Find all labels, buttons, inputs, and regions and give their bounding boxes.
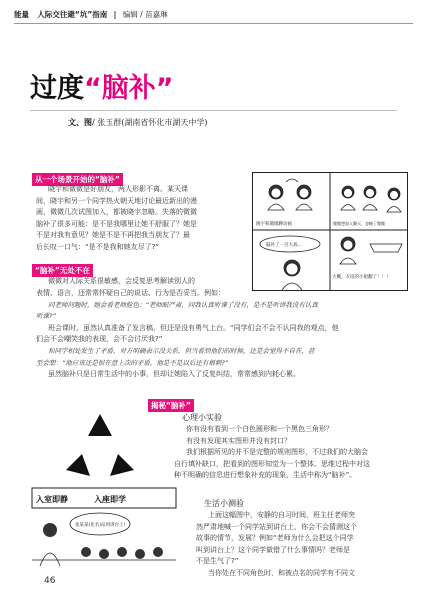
experiment-subheading: 心理小实验 bbox=[182, 413, 222, 422]
experiment-line: 你有没有看到一个白色圆形和一个黑色三角形？ bbox=[186, 425, 333, 433]
section1-line: 后长叹一口气：“是不是我和她友尽了?” bbox=[36, 242, 159, 251]
test-line: 不是生气了?” bbox=[196, 557, 239, 566]
section1-heading: 从一个场景开始的“脑补” bbox=[32, 173, 123, 186]
header-separator: | bbox=[113, 10, 117, 19]
section2-line: 虽然脑补只是日常生活中的小事，但却让她陷入了反复纠结，常常感到内耗心累。 bbox=[48, 370, 300, 379]
header-editor: 编辑 / 苗嘉琳 bbox=[122, 10, 168, 19]
author-label: 文、图 bbox=[68, 118, 92, 127]
test-line: 叫到讲台上？这个同学做错了什么事情吗？老师是 bbox=[196, 545, 350, 554]
section2-line: 微微对人际关系很敏感，会反复思考解读别人的 bbox=[48, 277, 195, 285]
kanizsa-illusion-figure bbox=[62, 410, 138, 486]
title-part2: “脑补” bbox=[84, 73, 174, 104]
comic-panel2-caption: 微微想加入聊天，忽略了微微 bbox=[333, 221, 385, 226]
test-subheading: 生活小测验 bbox=[204, 499, 244, 508]
experiment-line: 自行填补缺口，把看到的图形知觉为一个整体。思维过程中对这 bbox=[174, 459, 370, 468]
header-topic: 人际交往避“坑”指南 bbox=[37, 10, 108, 19]
classroom-illustration bbox=[30, 486, 178, 566]
section2-intro bbox=[36, 276, 250, 288]
header-section: 能量 bbox=[14, 10, 29, 19]
test-body bbox=[196, 510, 410, 580]
page-title bbox=[30, 66, 174, 105]
comic-panel3-caption: 脑补了一百大戏... bbox=[266, 243, 302, 248]
test-line: 上面这幅图中，安静的自习时间，班主任老师突 bbox=[208, 511, 355, 519]
test-line: 然严肃地喊一个同学站到讲台上，你会不会猜测这个 bbox=[196, 522, 357, 531]
section2-line: 们会不会嘲笑我的表现，会不会讨厌我?” bbox=[36, 335, 163, 344]
experiment-body bbox=[174, 424, 408, 482]
section1-body bbox=[36, 184, 248, 254]
section2-line: 班会课时，虽然认真准备了发言稿，但还是没有勇气上台。“同学们会不会不认同我的观点，他 bbox=[48, 323, 339, 332]
section2-quote-line: 听课?” bbox=[36, 312, 56, 321]
section3-heading: 揭秘“脑补” bbox=[148, 399, 194, 412]
section1-line: 不是对我有意见？她是不是不再把我当朋友了？最 bbox=[36, 231, 190, 240]
header-divider bbox=[14, 23, 413, 24]
section1-line: 间，晓宇和另一个同学热火朝天地讨论最近新出的漫 bbox=[36, 196, 197, 205]
experiment-line: 有没有发现其实图形并没有封口？ bbox=[186, 436, 291, 445]
section2-quote-line: 至会想：“他应该还是很在意上次的矛盾，他是不是以后还有根刺?” bbox=[36, 358, 229, 367]
title-divider bbox=[30, 110, 397, 111]
comic-panel4-caption: 大概，友谊的小船翻了！！！ bbox=[332, 275, 391, 280]
section2-quote-line: 问老师问题时，她会看老师脸色：“老师眼严肃，问我认真听课了没有，是不是听讲我没有认真 bbox=[48, 300, 318, 309]
comic-strip bbox=[252, 172, 408, 291]
section1-line: 晓宇和微微是好朋友，两人形影不离。某天课 bbox=[48, 185, 188, 193]
experiment-line: 我们根据所见的并不是完整的规则图形，不过我们的大脑会 bbox=[186, 448, 368, 457]
title-part1: 过度 bbox=[30, 73, 84, 104]
section1-line: 脑补了很多可能：是不是我哪里让她不舒服了？她是 bbox=[36, 219, 197, 228]
comic-panel1-caption: 晓宇和微微聊动画 bbox=[256, 222, 292, 227]
experiment-line: 种不明确的信息进行想象补充的现象，生活中称为“脑补”。 bbox=[174, 471, 357, 480]
board-slogan-2: 入座即学 bbox=[94, 495, 126, 504]
test-line: 故事的情节，发展？例如“老师为什么会把这个同学 bbox=[196, 534, 354, 543]
author-name: / 张玉群(湖南省怀化市湖天中学) bbox=[92, 118, 208, 127]
speech-bubble: 张某某(化名)站到讲台上! bbox=[75, 523, 126, 528]
section2-quote-line: 和同学相处发生了矛盾，对方明确表示没关系，但当看到他们的时候，还是会觉得不自在，甚 bbox=[48, 346, 315, 355]
section1-line: 画，微微几次试图加入，都被晓宇忽略。失落的微微 bbox=[36, 208, 197, 217]
page-header bbox=[14, 9, 168, 20]
board-slogan-1: 入室即静 bbox=[36, 495, 68, 504]
section2-body bbox=[36, 288, 408, 381]
section2-heading: “脑补”无处不在 bbox=[32, 264, 93, 277]
test-line: 当你处在不同角色时，和被点名的同学有不同文 bbox=[208, 568, 355, 577]
section2-line: 表情、语言，还常常怀疑自己的说话、行为是否妥当。例如： bbox=[36, 289, 225, 297]
author-line bbox=[68, 117, 207, 128]
page-number: 46 bbox=[44, 576, 56, 586]
